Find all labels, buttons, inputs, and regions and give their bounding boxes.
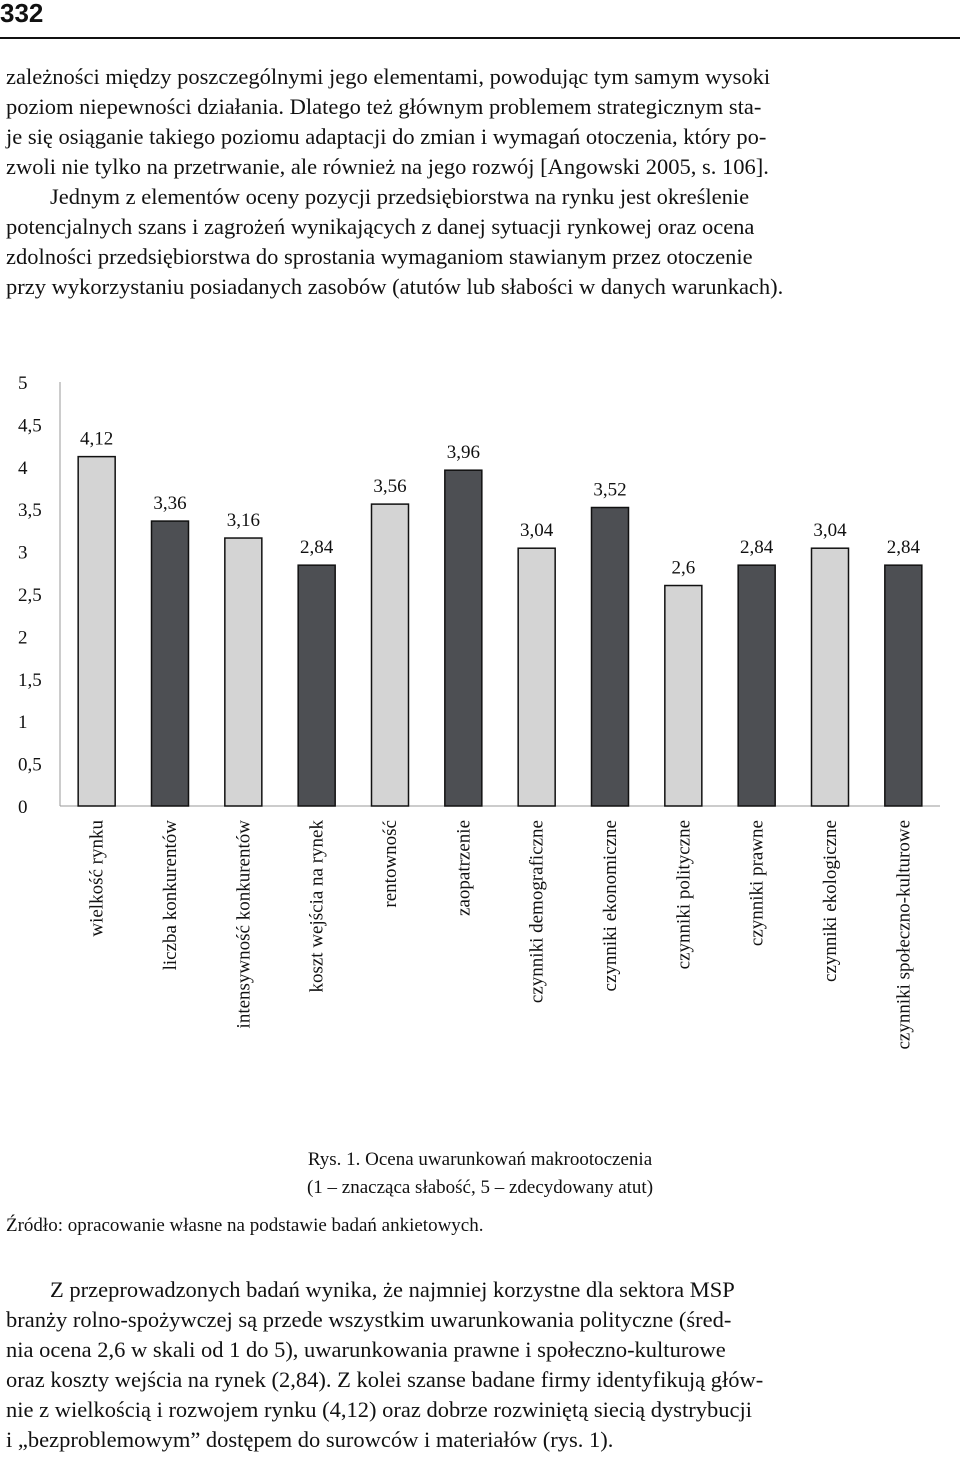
- category-label: zaopatrzenie: [453, 820, 475, 916]
- bar: [812, 548, 849, 806]
- paragraph-line: oraz koszty wejścia na rynek (2,84). Z kolei szanse badane firmy identyfikują głów-: [6, 1367, 764, 1392]
- paragraph-line: nie z wielkością i rozwojem rynku (4,12) oraz dobrze rozwiniętą siecią dystrybucji: [6, 1397, 752, 1422]
- paragraph-line: je się osiąganie takiego poziomu adaptacji do zmian i wymagań otoczenia, który po-: [6, 124, 767, 149]
- paragraph-line: zdolności przedsiębiorstwa do sprostania wymaganiom stawianym przez otoczenie: [6, 244, 753, 269]
- paragraph-line: branży rolno-spożywczej są przede wszystkim uwarunkowania polityczne (śred-: [6, 1307, 732, 1332]
- bar-value-label: 3,04: [813, 520, 847, 542]
- bar-value-label: 3,04: [520, 520, 554, 542]
- bar: [372, 504, 409, 806]
- bar: [738, 565, 775, 806]
- bar-value-label: 3,36: [153, 493, 187, 515]
- y-tick-label: 4: [18, 457, 28, 479]
- category-label: wielkość rynku: [86, 820, 108, 937]
- bar-value-label: 3,16: [226, 510, 260, 532]
- figure-source: Źródło: opracowanie własne na podstawie badań ankietowych.: [6, 1215, 484, 1236]
- bar-value-label: 3,52: [593, 479, 627, 501]
- bar-value-label: 3,96: [446, 442, 480, 464]
- category-label: czynniki demograficzne: [526, 820, 548, 1004]
- paragraph-top: [6, 62, 954, 302]
- category-label: intensywność konkurentów: [233, 820, 255, 1029]
- y-tick-label: 3: [18, 542, 28, 564]
- paragraph-line: poziom niepewności działania. Dlatego też głównym problemem strategicznym sta-: [6, 94, 762, 119]
- y-tick-label: 3,5: [18, 500, 42, 522]
- bar: [152, 521, 189, 806]
- bar-value-label: 2,84: [300, 537, 334, 559]
- y-tick-label: 5: [18, 373, 28, 394]
- y-tick-label: 0,5: [18, 754, 42, 776]
- paragraph-line: zwoli nie tylko na przetrwanie, ale również na jego rozwój [Angowski 2005, s. 106].: [6, 154, 769, 179]
- category-label: koszt wejścia na rynek: [306, 820, 328, 993]
- bar: [298, 565, 335, 806]
- bar: [518, 548, 555, 806]
- paragraph-line: nia ocena 2,6 w skali od 1 do 5), uwarunkowania prawne i społeczno-kulturowe: [6, 1337, 726, 1362]
- page-number: 332: [0, 0, 44, 28]
- category-label: liczba konkurentów: [160, 820, 181, 971]
- figure-caption-title: Rys. 1. Ocena uwarunkowań makrootoczenia: [307, 1149, 653, 1170]
- bar-value-label: 2,84: [886, 537, 920, 559]
- y-tick-label: 0: [18, 797, 28, 818]
- category-label: czynniki polityczne: [673, 820, 695, 970]
- bar: [665, 586, 702, 806]
- bar-value-label: 2,84: [740, 537, 774, 559]
- bar-value-label: 2,6: [671, 557, 696, 579]
- bar-chart: [0, 360, 960, 1130]
- bar: [78, 457, 115, 806]
- paragraph-bottom: [6, 1275, 954, 1455]
- y-tick-label: 1,5: [18, 669, 42, 691]
- y-tick-label: 2: [18, 627, 28, 649]
- figure-caption-scale: (1 – znacząca słabość, 5 – zdecydowany atut): [306, 1177, 654, 1198]
- y-tick-label: 1: [18, 712, 28, 734]
- y-tick-label: 2,5: [18, 585, 42, 606]
- bar-value-label: 3,56: [373, 476, 407, 498]
- category-label: czynniki społeczno-kulturowe: [893, 820, 915, 1050]
- bar: [225, 538, 262, 806]
- paragraph-line: i „bezproblemowym” dostępem do surowców i materiałów (rys. 1).: [6, 1427, 614, 1452]
- category-label: czynniki prawne: [746, 820, 768, 947]
- header-rule: [0, 37, 960, 39]
- category-label: rentowność: [380, 820, 401, 908]
- category-label: czynniki ekonomiczne: [600, 820, 621, 992]
- paragraph-line: Jednym z elementów oceny pozycji przedsiębiorstwa na rynku jest określenie: [50, 184, 750, 209]
- category-label: czynniki ekologiczne: [820, 820, 841, 982]
- paragraph-line: przy wykorzystaniu posiadanych zasobów (atutów lub słabości w danych warunkach).: [6, 274, 784, 299]
- bar: [592, 508, 629, 806]
- paragraph-line: Z przeprowadzonych badań wynika, że najmniej korzystne dla sektora MSP: [50, 1277, 735, 1302]
- paragraph-line: potencjalnych szans i zagrożeń wynikających z danej sytuacji rynkowej oraz ocena: [6, 214, 755, 239]
- bar-value-label: 4,12: [80, 428, 114, 450]
- bar: [885, 565, 922, 806]
- paragraph-line: zależności między poszczególnymi jego elementami, powodując tym samym wysoki: [6, 64, 771, 89]
- y-tick-label: 4,5: [18, 415, 42, 437]
- bar: [445, 470, 482, 806]
